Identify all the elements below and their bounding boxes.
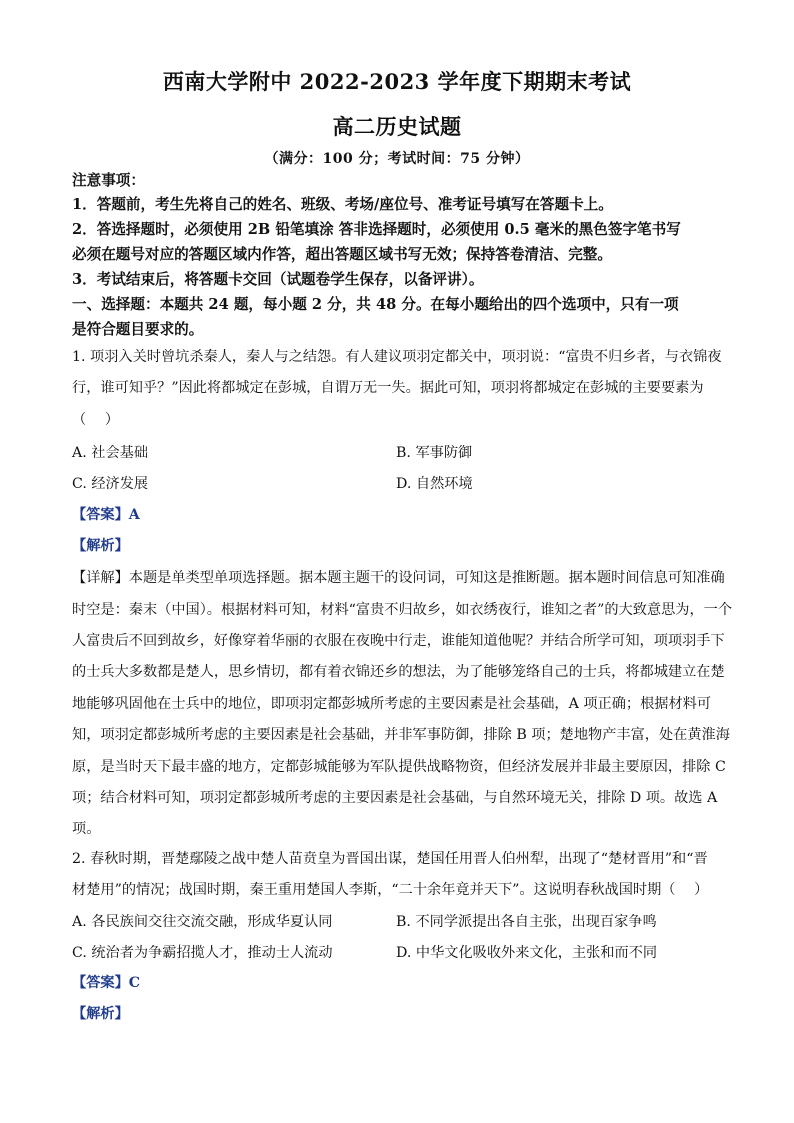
notice-item: 2．答选择题时，必须使用 2B 铅笔填涂 答非选择题时，必须使用 0.5 毫米的黑色签字笔书写 <box>72 221 681 238</box>
q1-stem-line: 行，谁可知乎？”因此将都城定在彭城，自谓万无一失。据此可知，项羽将都城定在彭城的主要要素为 <box>72 380 704 396</box>
q1-option-d: D. 自然环境 <box>396 476 473 492</box>
notice-item: 1．答题前，考生先将自己的姓名、班级、考场/座位号、准考证号填写在答题卡上。 <box>72 196 613 213</box>
q2-answer: 【答案】C <box>72 975 141 991</box>
exam-meta: （满分：100 分；考试时间：75 分钟） <box>264 151 530 167</box>
q1-detail-line: 【详解】本题是单类型单项选择题。据本题主题干的设问词，可知这是推断题。据本题时间信息可知准确 <box>72 570 725 586</box>
q1-detail-line: 人富贵后不回到故乡，好像穿着华丽的衣服在夜晚中行走，谁能知道他呢？并结合所学可知，项项羽手下 <box>72 633 725 649</box>
q1-option-a: A. 社会基础 <box>72 445 149 461</box>
q2-option-b: B. 不同学派提出各自主张，出现百家争鸣 <box>396 914 657 930</box>
q1-detail-line: 知，项羽定都彭城所考虑的主要因素是社会基础，并非军事防御，排除 B 项；楚地物产丰富，处在黄淮海 <box>72 727 730 743</box>
q1-detail-line: 地能够巩固他在士兵中的地位，即项羽定都彭城所考虑的主要因素是社会基础，A 项正确；根据材料可 <box>72 696 712 712</box>
q1-detail-line: 项；结合材料可知，项羽定都彭城所考虑的主要因素是社会基础，与自然环境无关，排除 D 项。故选 A <box>72 790 718 806</box>
q2-stem-line: 材楚用”的情况；战国时期，秦王重用楚国人李斯，“二十余年竟并天下”。这说明春秋战国时期（ ） <box>72 882 709 898</box>
q1-option-c: C. 经济发展 <box>72 476 149 492</box>
exam-subtitle: 高二历史试题 <box>332 114 462 139</box>
section-heading: 一、选择题：本题共 24 题，每小题 2 分，共 48 分。在每小题给出的四个选项中，只有一项 <box>72 296 679 313</box>
exam-title: 西南大学附中 2022-2023 学年度下期期末考试 <box>162 69 632 94</box>
q1-detail-line: 原，是当时天下最丰盛的地方，定都彭城能够为军队提供战略物资，但经济发展并非最主要原因，排除 C <box>72 759 726 775</box>
notice-item: 必须在题号对应的答题区域内作答，超出答题区域书写无效；保持答卷清洁、完整。 <box>72 246 612 263</box>
notice-heading: 注意事项： <box>72 172 145 189</box>
q1-detail-line: 项。 <box>72 821 101 837</box>
q1-detail-line: 时空是：秦末（中国）。根据材料可知，材料“富贵不归故乡，如衣绣夜行，谁知之者”的大致意思为，一个 <box>72 602 733 618</box>
q2-option-d: D. 中华文化吸收外来文化，主张和而不同 <box>396 945 658 961</box>
q2-analysis-label: 【解析】 <box>72 1006 129 1022</box>
q2-stem-line: 2. 春秋时期，晋楚鄢陵之战中楚人苗贲皇为晋国出谋，楚国任用晋人伯州犁，出现了“楚材晋用”和“晋 <box>72 851 708 867</box>
q2-option-a: A. 各民族间交往交流交融，形成华夏认同 <box>72 914 333 930</box>
q1-answer: 【答案】A <box>72 507 140 523</box>
q1-analysis-label: 【解析】 <box>72 538 129 554</box>
q1-option-b: B. 军事防御 <box>396 445 473 461</box>
q1-stem-line: 1. 项羽入关时曾坑杀秦人，秦人与之结怨。有人建议项羽定都关中，项羽说：“富贵不归乡者，与衣锦夜 <box>72 349 722 365</box>
notice-item: 3．考试结束后，将答题卡交回（试题卷学生保存，以备评讲）。 <box>72 271 484 288</box>
q1-stem-line: （ ） <box>72 412 120 428</box>
section-heading-cont: 是符合题目要求的。 <box>72 321 204 338</box>
q2-option-c: C. 统治者为争霸招揽人才，推动士人流动 <box>72 945 333 961</box>
q1-detail-line: 的士兵大多数都是楚人，思乡情切，都有着衣锦还乡的想法，为了能够笼络自己的士兵，将都城建立在楚 <box>72 664 725 680</box>
